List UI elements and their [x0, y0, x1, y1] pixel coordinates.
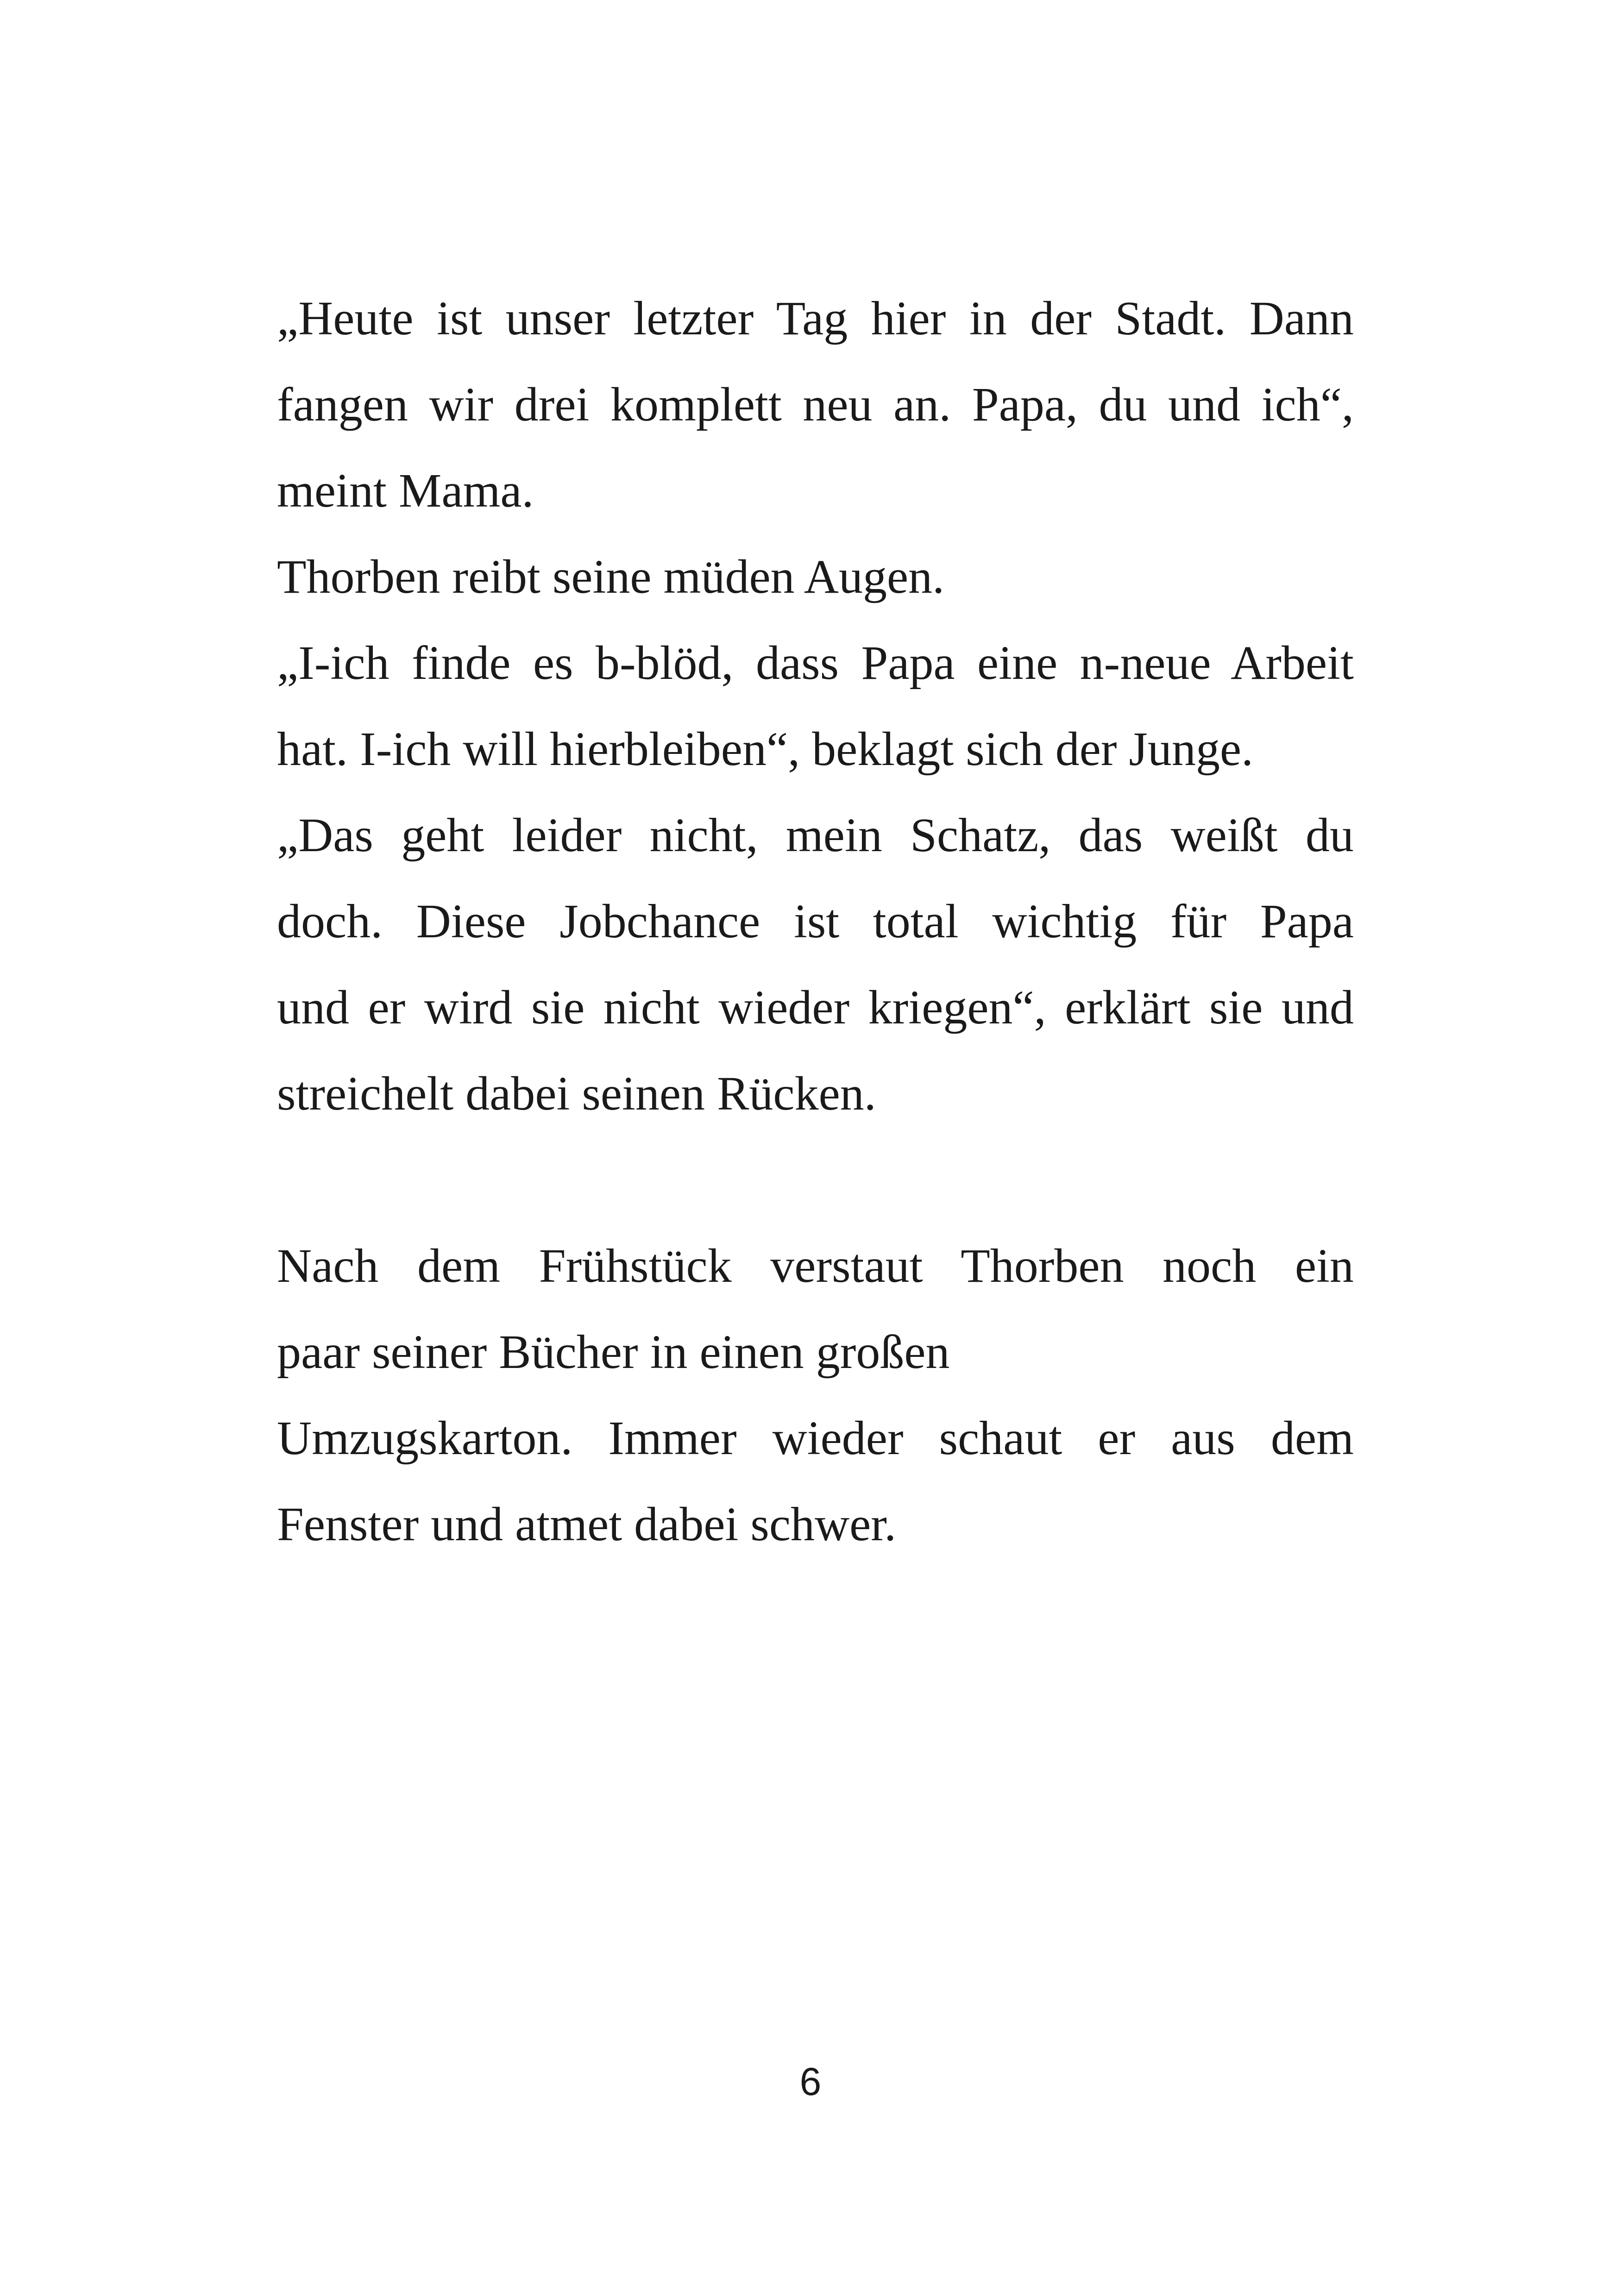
- paragraph-spacer: [277, 1137, 1354, 1223]
- text-line: streichelt dabei seinen Rücken.: [277, 1067, 876, 1120]
- text-line: Thorben reibt seine müden Augen.: [277, 550, 945, 603]
- body-text: [277, 276, 1354, 1568]
- text-line: meint Mama.: [277, 464, 534, 517]
- text-line: hat. I-ich will hierbleiben“, beklagt sich der Junge.: [277, 722, 1254, 776]
- paragraph-narrative: [277, 1223, 1354, 1568]
- text-line: „Heute ist unser letzter Tag hier in der Stadt. Dann: [277, 292, 1354, 345]
- text-line: fangen wir drei komplett neu an. Papa, du und ich“,: [277, 378, 1354, 431]
- text-line: „I-ich finde es b-blöd, dass Papa eine n-neue Arbeit: [277, 636, 1354, 690]
- text-line: „Das geht leider nicht, mein Schatz, das weißt du: [277, 809, 1354, 862]
- text-line: Umzugskarton. Immer wieder schaut er aus dem: [277, 1411, 1354, 1465]
- text-line: doch. Diese Jobchance ist total wichtig für Papa: [277, 895, 1354, 948]
- paragraph-dialogue: [277, 276, 1354, 1137]
- text-line: und er wird sie nicht wieder kriegen“, erklärt sie und: [277, 981, 1354, 1034]
- text-line: paar seiner Bücher in einen großen: [277, 1325, 950, 1379]
- page-number: 6: [799, 2060, 822, 2103]
- text-line: Fenster und atmet dabei schwer.: [277, 1498, 897, 1551]
- text-line: Nach dem Frühstück verstaut Thorben noch ein: [277, 1239, 1354, 1292]
